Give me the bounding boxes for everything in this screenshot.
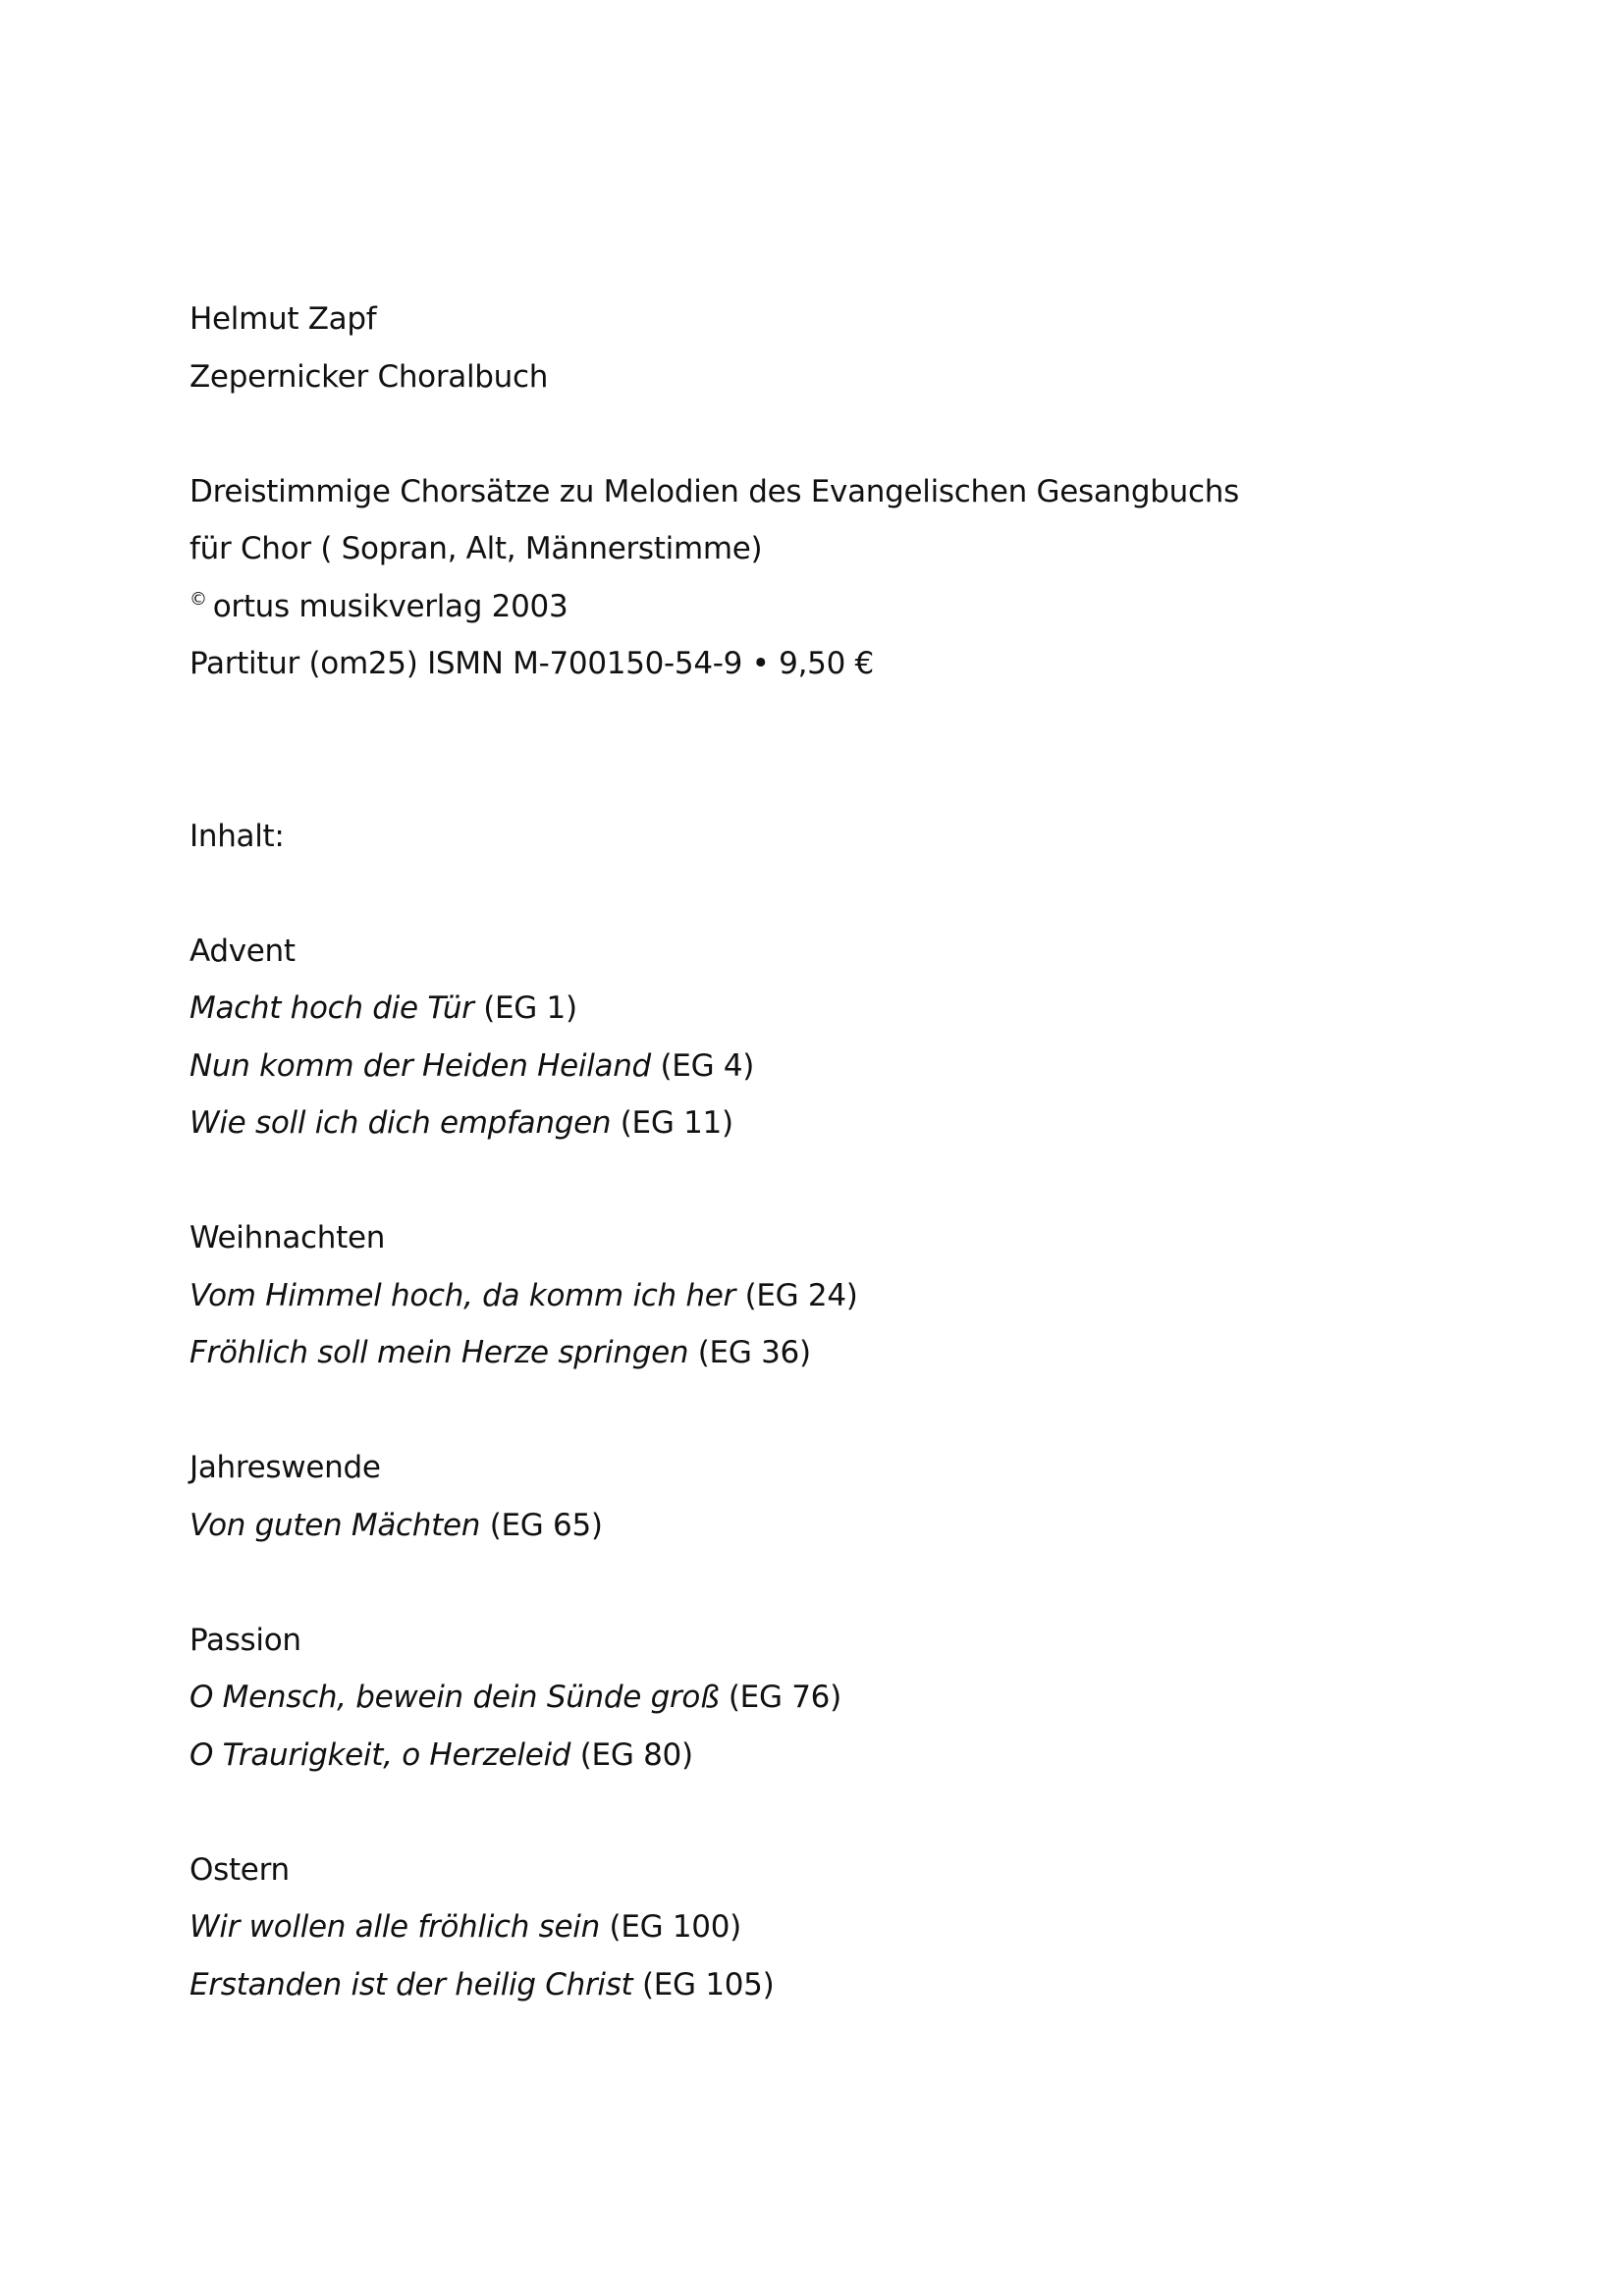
entry-title: Vom Himmel hoch, da komm ich her [189,1277,735,1313]
entry-title: O Traurigkeit, o Herzeleid [189,1736,571,1773]
section-heading-ostern: Ostern [189,1851,290,1888]
entry-ref: (EG 1) [483,990,577,1026]
entry-ref: (EG 105) [641,1966,775,2002]
spacer [189,1152,1466,1210]
list-item [189,1956,1466,2014]
spacer [189,865,1466,923]
author-name: Helmut Zapf [189,301,377,337]
spacer [189,1382,1466,1440]
section-heading-passion: Passion [189,1622,301,1658]
list-item [189,1497,1466,1555]
spacer [189,1784,1466,1842]
entry-ref: (EG 4) [660,1047,755,1084]
entry-title: Wie soll ich dich empfangen [189,1105,612,1141]
entry-title: Macht hoch die Tür [189,990,474,1026]
contents-heading: Inhalt: [189,818,285,854]
entry-ref: (EG 65) [489,1507,603,1543]
entry-title: O Mensch, bewein dein Sünde groß [189,1680,720,1715]
list-item [189,980,1466,1038]
section-heading-advent: Advent [189,933,296,969]
list-item [189,1324,1466,1382]
entry-ref: (EG 24) [744,1277,858,1313]
entry-ref: (EG 36) [697,1335,811,1370]
entry-title: Nun komm der Heiden Heiland [189,1047,651,1084]
spacer [189,405,1466,463]
instrumentation-line: für Chor ( Sopran, Alt, Männerstimme) [189,531,763,566]
entry-title: Wir wollen alle fröhlich sein [189,1909,600,1945]
entry-title: Von guten Mächten [189,1507,481,1543]
list-item [189,1727,1466,1785]
entry-ref: (EG 100) [609,1909,741,1945]
entry-ref: (EG 11) [620,1105,733,1141]
section-heading-jahreswende: Jahreswende [189,1450,381,1485]
edition-line: Partitur (om25) ISMN M-700150-54-9 • 9,50 € [189,646,874,681]
spacer [189,693,1466,808]
entry-title: Fröhlich soll mein Herze springen [189,1335,689,1370]
copyright-text: ortus musikverlag 2003 [212,588,568,624]
description-line: Dreistimmige Chorsätze zu Melodien des Evangelischen Gesangbuchs [189,473,1239,509]
list-item [189,1038,1466,1095]
entry-ref: (EG 80) [579,1736,693,1773]
copyright-line [189,578,1466,636]
list-item [189,1095,1466,1152]
entry-ref: (EG 76) [728,1680,841,1715]
document-page [189,291,1466,2013]
list-item [189,1669,1466,1727]
list-item [189,1898,1466,1956]
spacer [189,1554,1466,1612]
book-title: Zepernicker Choralbuch [189,358,549,395]
list-item [189,1267,1466,1325]
entry-title: Erstanden ist der heilig Christ [189,1966,633,2002]
section-heading-weihnachten: Weihnachten [189,1220,386,1255]
copyright-symbol: © [189,589,207,611]
